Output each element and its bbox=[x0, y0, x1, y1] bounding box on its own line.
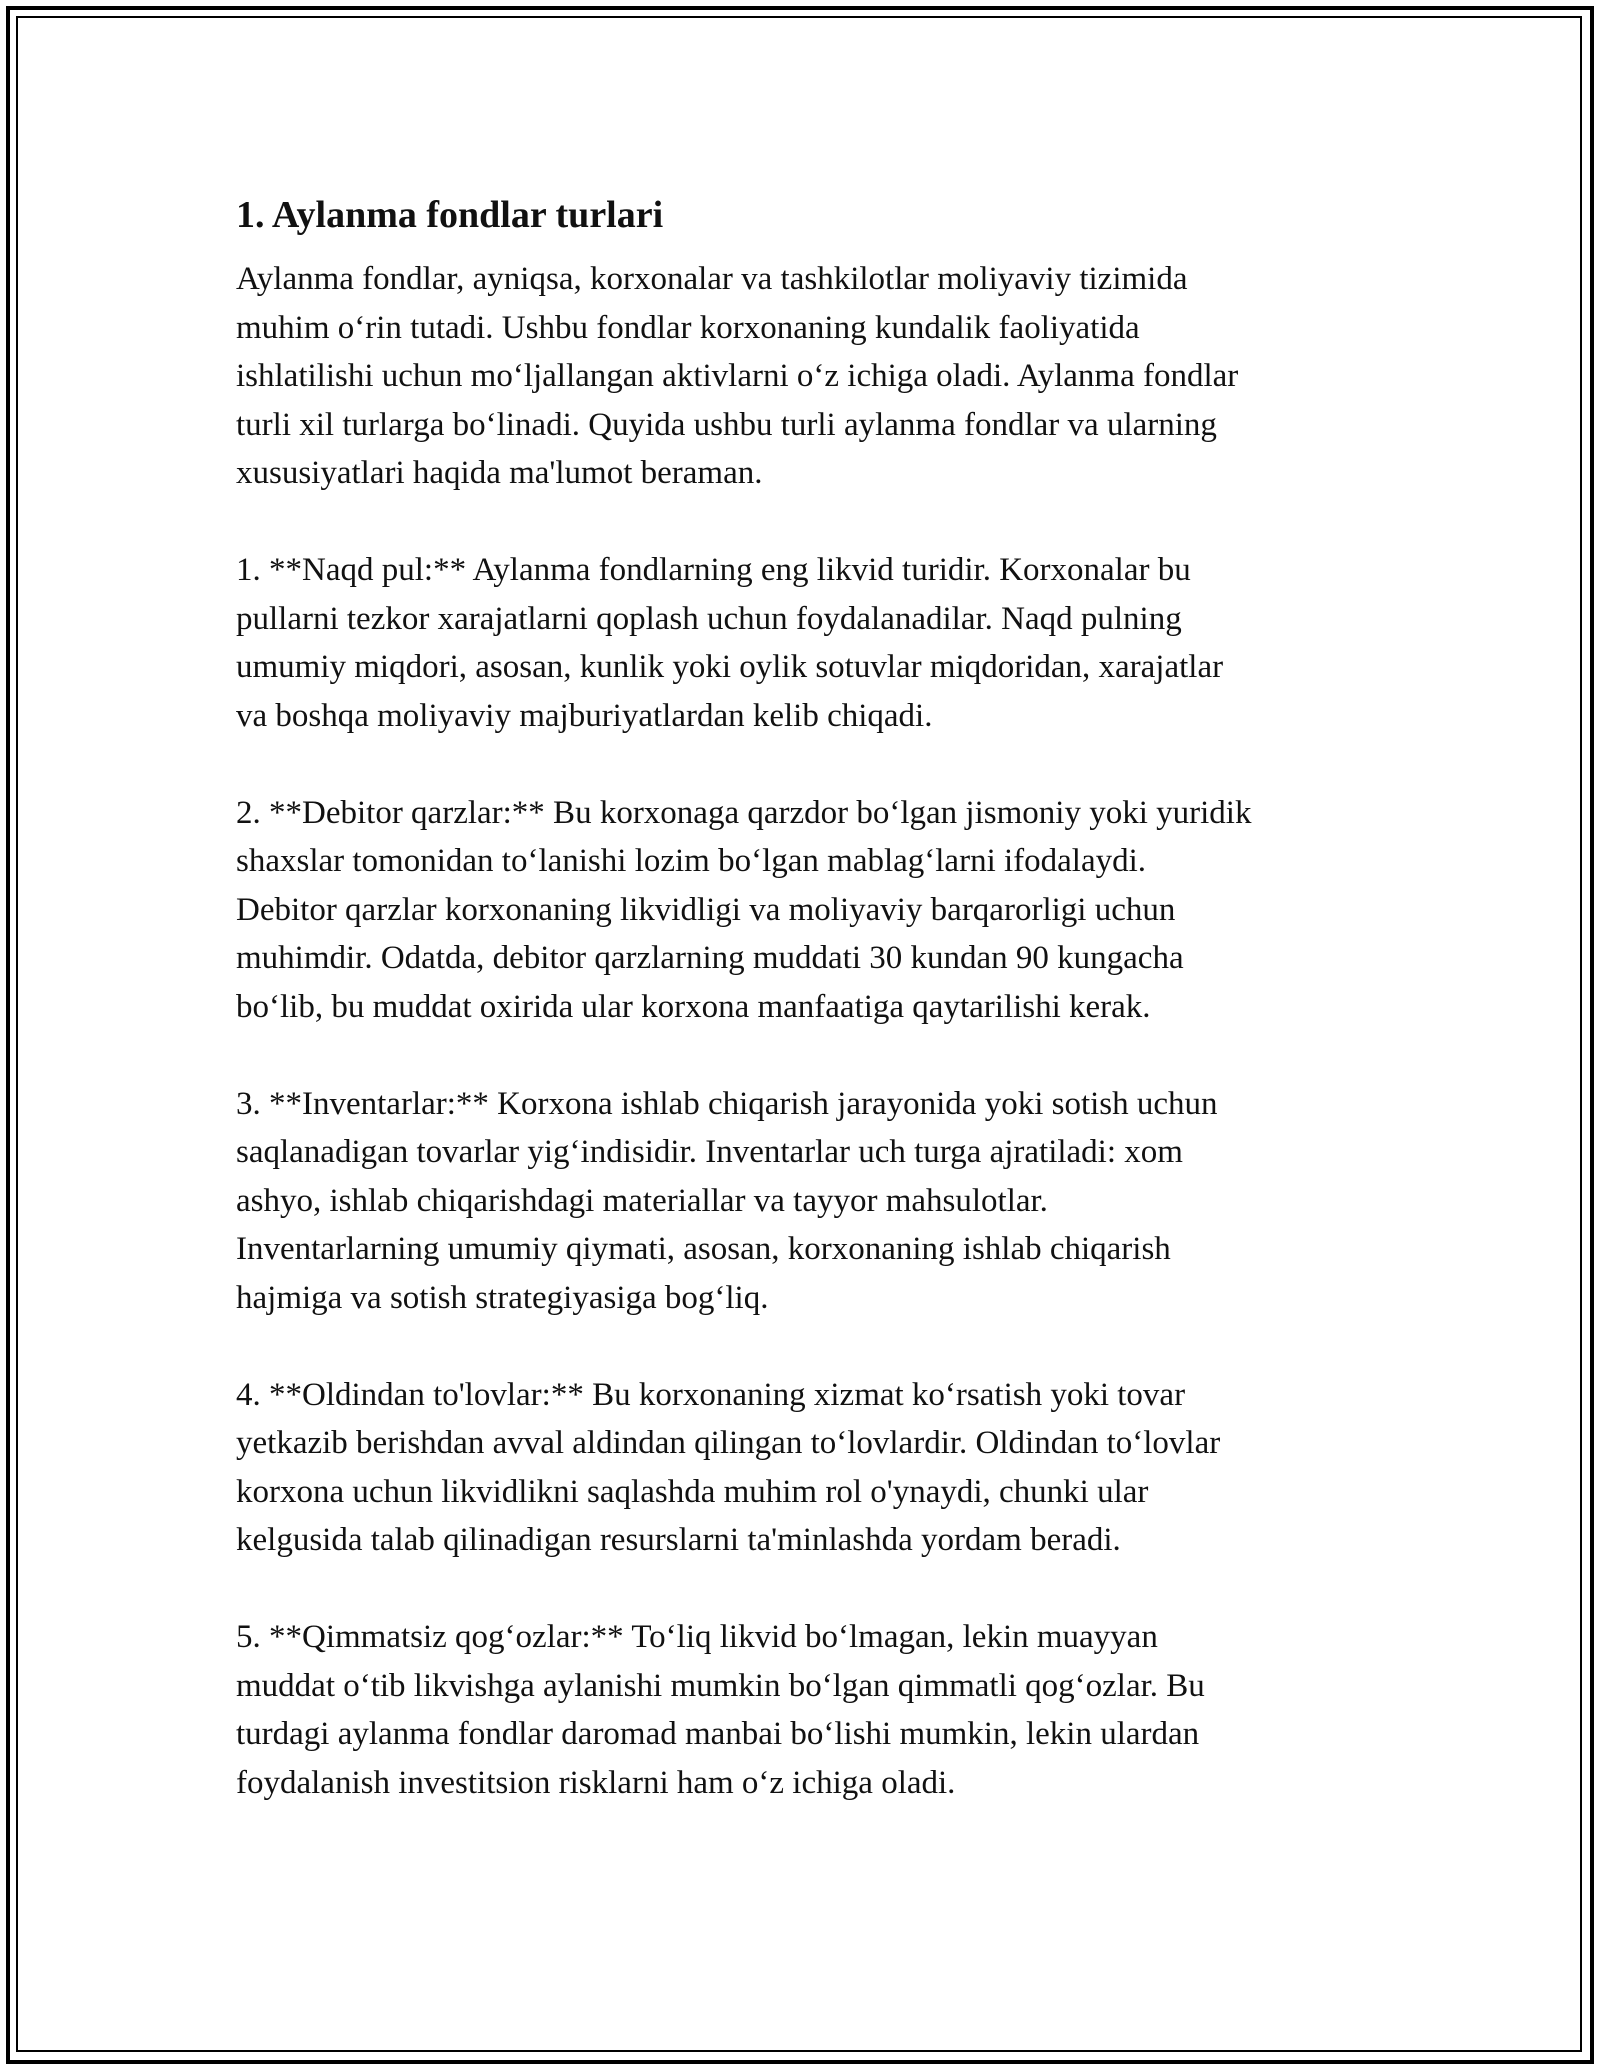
item-inventarlar bbox=[236, 1080, 1386, 1323]
paragraph-line: Debitor qarzlar korxonaning likvidligi va moliyaviy barqarorligi uchun bbox=[236, 891, 1176, 928]
paragraph-line: 2. **Debitor qarzlar:** Bu korxonaga qarzdor bo‘lgan jismoniy yoki yuridik bbox=[236, 794, 1252, 831]
paragraph-line: pullarni tezkor xarajatlarni qoplash uchun foydalanadilar. Naqd pulning bbox=[236, 600, 1182, 637]
paragraph-line: ishlatilishi uchun mo‘ljallangan aktivlarni o‘z ichiga oladi. Aylanma fondlar bbox=[236, 358, 1239, 394]
paragraph-line: muhimdir. Odatda, debitor qarzlarning muddati 30 kundan 90 kungacha bbox=[236, 940, 1184, 976]
document-body bbox=[236, 183, 1386, 1856]
paragraph-line: va boshqa moliyaviy majburiyatlardan kelib chiqadi. bbox=[236, 697, 933, 734]
paragraph-line: Aylanma fondlar, ayniqsa, korxonalar va tashkilotlar moliyaviy tizimida bbox=[236, 261, 1188, 297]
paragraph-line: korxona uchun likvidlikni saqlashda muhim rol o'ynaydi, chunki ular bbox=[236, 1473, 1149, 1510]
paragraph-line: 4. **Oldindan to'lovlar:** Bu korxonaning xizmat ko‘rsatish yoki tovar bbox=[236, 1376, 1186, 1413]
item-naqd-pul bbox=[236, 546, 1386, 740]
paragraph-line: 1. **Naqd pul:** Aylanma fondlarning eng likvid turidir. Korxonalar bu bbox=[236, 552, 1191, 588]
paragraph-line: umumiy miqdori, asosan, kunlik yoki oylik sotuvlar miqdoridan, xarajatlar bbox=[236, 649, 1224, 685]
paragraph-line: saqlanadigan tovarlar yig‘indisidir. Inventarlar uch turga ajratiladi: xom bbox=[236, 1134, 1183, 1170]
paragraph-line: bo‘lib, bu muddat oxirida ular korxona manfaatiga qaytarilishi kerak. bbox=[236, 988, 1151, 1025]
paragraph-line: kelgusida talab qilinadigan resurslarni ta'minlashda yordam beradi. bbox=[236, 1522, 1121, 1558]
paragraph-line: yetkazib berishdan avval aldindan qilingan to‘lovlardir. Oldindan to‘lovlar bbox=[236, 1425, 1221, 1461]
item-oldindan-tolovlar bbox=[236, 1371, 1386, 1565]
paragraph-line: muddat o‘tib likvishga aylanishi mumkin bo‘lgan qimmatli qog‘ozlar. Bu bbox=[236, 1667, 1205, 1704]
paragraph-line: hajmiga va sotish strategiyasiga bog‘liq. bbox=[236, 1279, 769, 1316]
paragraph-line: Inventarlarning umumiy qiymati, asosan, korxonaning ishlab chiqarish bbox=[236, 1231, 1171, 1267]
item-qimmatsiz-qogozlar bbox=[236, 1613, 1386, 1807]
paragraph-line: muhim o‘rin tutadi. Ushbu fondlar korxonaning kundalik faoliyatida bbox=[236, 309, 1140, 346]
paragraph-line: 3. **Inventarlar:** Korxona ishlab chiqarish jarayonida yoki sotish uchun bbox=[236, 1085, 1218, 1122]
paragraph-line: turdagi aylanma fondlar daromad manbai bo‘lishi mumkin, lekin ulardan bbox=[236, 1716, 1200, 1752]
paragraph-line: foydalanish investitsion risklarni ham o‘z ichiga oladi. bbox=[236, 1764, 956, 1801]
paragraph-line: turli xil turlarga bo‘linadi. Quyida ushbu turli aylanma fondlar va ularning bbox=[236, 406, 1217, 443]
section-heading: 1. Aylanma fondlar turlari bbox=[236, 194, 664, 236]
paragraph-line: ashyo, ishlab chiqarishdagi materiallar va tayyor mahsulotlar. bbox=[236, 1182, 1048, 1219]
paragraph-line: 5. **Qimmatsiz qog‘ozlar:** To‘liq likvid bo‘lmagan, lekin muayyan bbox=[236, 1619, 1158, 1655]
paragraph-line: xususiyatlari haqida ma'lumot beraman. bbox=[236, 455, 763, 491]
item-debitor-qarzlar bbox=[236, 789, 1386, 1032]
paragraph-line: shaxslar tomonidan to‘lanishi lozim bo‘lgan mablag‘larni ifodalaydi. bbox=[236, 843, 1147, 879]
intro-paragraph bbox=[236, 255, 1386, 498]
